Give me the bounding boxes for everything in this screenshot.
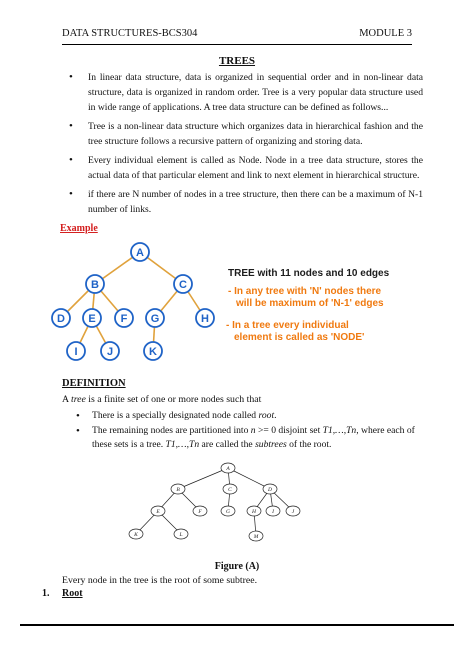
node-e-label: E: [88, 313, 96, 325]
definition-item: • The remaining nodes are partitioned into n >= 0 disjoint set T1,…,Tn, where each of these sets is a tree. T1,…,Tn are called the subtrees of the root.: [76, 424, 421, 452]
fig-node-d-label: D: [268, 487, 272, 493]
node-b-label: B: [91, 279, 99, 291]
header-course: DATA STRUCTURES-BCS304: [62, 28, 198, 39]
bullet-item: • Every individual element is called as Node. Node in a tree data structure, stores the actual data of that particular element and link to next element in hierarchical structure.: [68, 153, 423, 183]
figure-note: Every node in the tree is the root of some subtree.: [62, 575, 258, 586]
fig-node-l-label: L: [179, 532, 183, 538]
example-label: Example: [60, 223, 98, 234]
numbered-item-root: [42, 588, 83, 599]
fig-node-c-label: C: [228, 487, 232, 493]
tree-annotation-edges: [228, 286, 384, 310]
annotation-line: - In any tree with 'N' nodes there: [228, 286, 382, 297]
page-header: [62, 28, 412, 42]
item-label: Root: [62, 588, 83, 599]
edge-a-b: [178, 468, 228, 489]
annotation-line: element is called as 'NODE': [234, 332, 365, 343]
bullet-item: • Tree is a non-linear data structure which organizes data in hierarchical fashion and the tree structure follows a recursive pattern of organizing and storing data.: [68, 119, 423, 149]
figure-a-tree-diagram: [118, 460, 318, 556]
fig-node-m-label: M: [253, 534, 259, 540]
tree-annotation-node: [226, 320, 364, 344]
page-title: TREES: [218, 55, 256, 67]
bullet-item: • In linear data structure, data is organized in sequential order and in non-linear data structure, data is organized in random order. Tree is a very popular data structure used in wide range of applications. A tree data structure can be defined as follows...: [68, 70, 423, 115]
fig-node-k-label: K: [134, 532, 138, 538]
fig-node-b-label: B: [176, 487, 180, 493]
fig-node-f-label: F: [198, 509, 202, 515]
item-number: 1.: [42, 588, 50, 599]
fig-node-g-label: G: [226, 509, 230, 515]
node-d-label: D: [57, 313, 65, 325]
example-tree-diagram: [50, 238, 230, 368]
fig-node-j-label: J: [291, 509, 295, 515]
annotation-line: will be maximum of 'N-1' edges: [236, 298, 384, 309]
fig-node-a-label: A: [226, 466, 230, 472]
node-i-label: I: [74, 346, 78, 358]
figure-caption: Figure (A): [214, 561, 260, 572]
node-a-label: A: [136, 247, 144, 259]
fig-node-h-label: H: [252, 509, 256, 515]
example-tree-edges: [61, 252, 205, 351]
node-g-label: G: [150, 313, 160, 325]
header-module: MODULE 3: [359, 28, 412, 39]
node-h-label: H: [201, 313, 209, 325]
fig-node-i-label: I: [272, 509, 274, 515]
definition-list: [76, 409, 421, 453]
fig-node-e-label: E: [156, 509, 160, 515]
definition-heading: DEFINITION: [62, 378, 126, 389]
header-rule: [62, 44, 412, 45]
node-k-label: K: [149, 346, 157, 358]
node-j-label: J: [106, 346, 114, 358]
intro-bullet-list: [68, 70, 423, 221]
footer-rule: [20, 624, 454, 626]
figure-tree-edges: [136, 468, 293, 536]
bullet-item: • if there are N number of nodes in a tree structure, then there can be a maximum of N-1 number of links.: [68, 187, 423, 217]
annotation-line: - In a tree every individual: [226, 320, 349, 331]
node-c-label: C: [179, 279, 187, 291]
node-f-label: F: [120, 313, 128, 325]
definition-intro: A tree is a finite set of one or more nodes such that: [62, 394, 262, 405]
definition-item: • There is a specially designated node called root.: [76, 409, 421, 423]
tree-annotation-heading: TREE with 11 nodes and 10 edges: [228, 268, 390, 279]
